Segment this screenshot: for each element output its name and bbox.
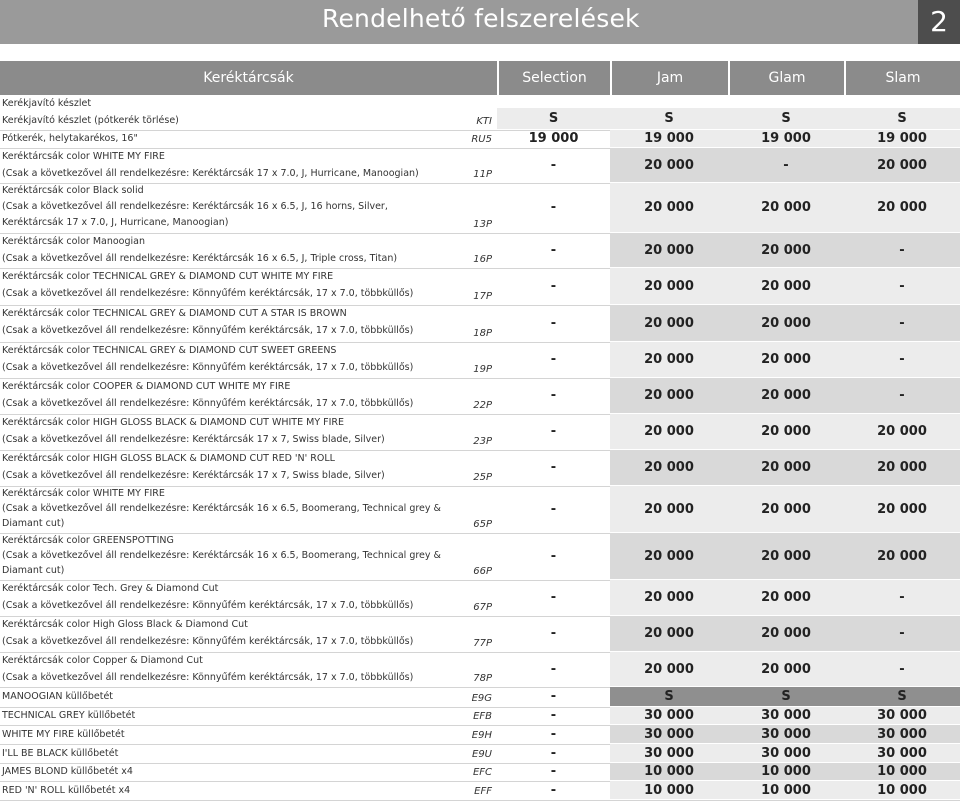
value-cell-jam: 30 000 [610,725,728,743]
value-cell-selection: - [550,708,557,723]
option-code: 25P [473,472,492,483]
table-row [0,183,960,234]
value-cell-jam: 20 000 [610,378,728,413]
row-description-line: Keréktárcsák color TECHNICAL GREY & DIAMOND CUT SWEET GREENS [2,345,337,356]
row-description-line: Diamant cut) [2,518,65,529]
value-cell-selection: - [550,352,557,367]
value-cell-glam: 30 000 [728,707,844,724]
value-cell-slam: 10 000 [844,781,960,799]
table-row [0,744,960,764]
row-description-line: (Csak a következővel áll rendelkezésre: Könnyűfém keréktárcsák, 17 x 7.0, többküllős) [2,672,414,683]
value-cell-jam: 20 000 [610,414,728,449]
row-description-line: Keréktárcsák color WHITE MY FIRE [2,151,165,162]
value-cell-glam: 20 000 [728,378,844,413]
value-cell-selection: - [550,661,557,677]
row-description-line: (Csak a következővel áll rendelkezésre: Könnyűfém keréktárcsák, 17 x 7.0, többküllős) [2,325,414,336]
row-description-line: Keréktárcsák color High Gloss Black & Diamond Cut [2,619,248,630]
value-cell-slam: - [844,268,960,304]
title-bar [0,0,960,44]
row-description-line: (Csak a következővel áll rendelkezésre: Keréktárcsák 16 x 6.5, J, 16 horns, Silver, [2,201,388,212]
table-header [0,61,960,95]
value-cell-slam: - [844,233,960,267]
value-cell-selection: - [550,501,557,517]
option-code: E9G [471,693,492,704]
row-description-line: Keréktárcsák color HIGH GLOSS BLACK & DIAMOND CUT WHITE MY FIRE [2,417,345,428]
value-cell-slam: 20 000 [844,183,960,232]
option-code: 11P [473,169,492,180]
row-description-line: WHITE MY FIRE küllőbetét [2,729,125,740]
value-cell-selection: - [550,200,557,215]
value-cell-jam: 20 000 [610,580,728,615]
value-cell-slam: 20 000 [844,486,960,532]
option-code: KTI [476,116,492,127]
option-code: 65P [473,519,492,530]
value-cell-slam: - [844,342,960,377]
value-cell-jam: 20 000 [610,305,728,341]
option-code: E9U [472,749,492,760]
value-cell-selection: - [550,242,557,258]
value-cell-slam: 10 000 [844,763,960,780]
value-cell-slam: 20 000 [844,450,960,485]
row-description-line: (Csak a következővel áll rendelkezésre: Keréktárcsák 17 x 7, Swiss blade, Silver) [2,434,385,445]
row-description-line: Keréktárcsák 17 x 7.0, J, Hurricane, Manoogian) [2,217,229,228]
table-row [0,616,960,653]
table-row [0,233,960,269]
value-cell-glam: 30 000 [728,725,844,743]
value-cell-selection: - [550,278,557,294]
option-code: 77P [473,638,492,649]
row-description-line: MANOOGIAN küllőbetét [2,691,114,702]
table-row [0,486,960,534]
table-row [0,725,960,745]
row-description-line: Kerékjavító készlet (pótkerék törlése) [2,115,179,126]
value-cell-jam: 10 000 [610,781,728,799]
value-cell-selection: S [497,108,610,129]
page-title: Rendelhető felszerelések [322,4,640,33]
value-cell-glam: - [728,148,844,182]
option-code: 16P [473,254,492,265]
value-cell-slam: 30 000 [844,744,960,762]
value-cell-glam: 20 000 [728,616,844,651]
value-cell-glam: 20 000 [728,450,844,485]
table-row [0,148,960,184]
row-description-line: Pótkerék, helytakarékos, 16" [2,133,138,144]
value-cell-selection: - [550,745,557,761]
value-cell-selection: - [550,626,557,641]
option-code: 23P [473,436,492,447]
value-cell-jam: 20 000 [610,616,728,651]
value-cell-selection: - [550,548,557,564]
row-description-line: Keréktárcsák color HIGH GLOSS BLACK & DIAMOND CUT RED 'N' ROLL [2,453,335,464]
option-code: 67P [473,602,492,613]
value-cell-jam: 19 000 [610,130,728,147]
table-row [0,652,960,688]
value-cell-selection: 19 000 [528,131,579,146]
option-code: EFB [473,711,492,722]
table-row [0,414,960,451]
table-row [0,450,960,487]
column-header-slam: Slam [844,61,960,95]
row-description-line: (Csak a következővel áll rendelkezésre: Keréktárcsák 16 x 6.5, Boomerang, Technical grey & [2,503,441,514]
row-description-line: (Csak a következővel áll rendelkezésre: Könnyűfém keréktárcsák, 17 x 7.0, többküllős) [2,600,414,611]
value-cell-slam: 19 000 [844,130,960,147]
value-cell-slam: 20 000 [844,414,960,449]
row-description-line: (Csak a következővel áll rendelkezésre: Könnyűfém keréktárcsák, 17 x 7.0, többküllős) [2,362,414,373]
value-cell-jam: 20 000 [610,183,728,232]
option-code: EFF [474,786,492,797]
value-cell-glam: 20 000 [728,233,844,267]
value-cell-glam: 20 000 [728,183,844,232]
row-description-line: Keréktárcsák color COOPER & DIAMOND CUT WHITE MY FIRE [2,381,291,392]
value-cell-glam: 20 000 [728,533,844,579]
value-cell-glam: 20 000 [728,268,844,304]
table-row [0,687,960,708]
value-cell-glam: 20 000 [728,414,844,449]
value-cell-glam: 20 000 [728,486,844,532]
value-cell-selection: - [550,726,557,742]
value-cell-slam: - [844,652,960,686]
value-cell-jam: 30 000 [610,707,728,724]
value-cell-selection: - [550,157,557,173]
row-description-line: Kerékjavító készlet [2,98,92,109]
table-row [0,268,960,306]
table-row [0,580,960,617]
value-cell-selection: - [550,689,557,704]
value-cell-jam: S [610,687,728,706]
value-cell-selection: - [550,460,557,475]
column-header-selection: Selection [497,61,610,95]
value-cell-jam: 20 000 [610,533,728,579]
value-cell-glam: 20 000 [728,342,844,377]
row-description-line: Keréktárcsák color TECHNICAL GREY & DIAMOND CUT A STAR IS BROWN [2,308,347,319]
table-row [0,342,960,379]
value-cell-selection: - [550,388,557,403]
value-cell-glam: 20 000 [728,652,844,686]
row-description-line: Diamant cut) [2,565,65,576]
row-description-line: JAMES BLOND küllőbetét x4 [2,766,133,777]
value-cell-selection: - [550,764,557,779]
row-description-line: TECHNICAL GREY küllőbetét [2,710,136,721]
value-cell-jam: 20 000 [610,450,728,485]
value-cell-jam: 20 000 [610,486,728,532]
value-cell-jam: S [610,108,728,129]
value-cell-selection: - [550,590,557,605]
value-cell-slam: - [844,580,960,615]
row-description-line: (Csak a következővel áll rendelkezésre: Könnyűfém keréktárcsák, 17 x 7.0, többküllős) [2,398,414,409]
value-cell-glam: 10 000 [728,781,844,799]
table-row [0,95,960,131]
value-cell-jam: 20 000 [610,268,728,304]
value-cell-glam: 19 000 [728,130,844,147]
value-cell-jam: 30 000 [610,744,728,762]
value-cell-selection: - [550,782,557,798]
option-code: E9H [471,730,492,741]
value-cell-jam: 10 000 [610,763,728,780]
row-description-line: Keréktárcsák color WHITE MY FIRE [2,488,165,499]
table-row [0,378,960,415]
column-header-jam: Jam [610,61,728,95]
value-cell-slam: S [844,108,960,129]
option-code: EFC [472,767,492,778]
row-description-line: (Csak a következővel áll rendelkezésre: Könnyűfém keréktárcsák, 17 x 7.0, többküllős) [2,636,414,647]
value-cell-slam: - [844,616,960,651]
row-description-line: (Csak a következővel áll rendelkezésre: Könnyűfém keréktárcsák, 17 x 7.0, többküllős) [2,288,414,299]
value-cell-jam: 20 000 [610,652,728,686]
row-description-line: Keréktárcsák color Copper & Diamond Cut [2,655,203,666]
row-description-line: Keréktárcsák color TECHNICAL GREY & DIAMOND CUT WHITE MY FIRE [2,271,334,282]
value-cell-slam: - [844,305,960,341]
option-code: 78P [473,673,492,684]
table-row [0,763,960,782]
value-cell-glam: S [728,108,844,129]
value-cell-slam: 20 000 [844,148,960,182]
value-cell-glam: 20 000 [728,305,844,341]
column-header-glam: Glam [728,61,844,95]
section-header: Keréktárcsák [203,70,294,86]
option-code: 17P [473,291,492,302]
row-description-line: (Csak a következővel áll rendelkezésre: Keréktárcsák 17 x 7.0, J, Hurricane, Manoogian) [2,168,419,179]
row-description-line: (Csak a következővel áll rendelkezésre: Keréktárcsák 17 x 7, Swiss blade, Silver) [2,470,385,481]
value-cell-slam: - [844,378,960,413]
table-row [0,130,960,149]
value-cell-slam: 30 000 [844,725,960,743]
row-description-line: RED 'N' ROLL küllőbetét x4 [2,785,131,796]
value-cell-glam: 30 000 [728,744,844,762]
page-number: 2 [918,0,960,44]
value-cell-selection: - [550,424,557,439]
row-description-line: (Csak a következővel áll rendelkezésre: Keréktárcsák 16 x 6.5, Boomerang, Technical grey & [2,550,441,561]
value-cell-slam: 20 000 [844,533,960,579]
option-code: 13P [473,219,492,230]
row-description-line: Keréktárcsák color Black solid [2,185,144,196]
option-code: 18P [473,328,492,339]
row-description-line: Keréktárcsák color Manoogian [2,236,145,247]
value-cell-glam: 10 000 [728,763,844,780]
option-code: 19P [473,364,492,375]
option-code: 66P [473,566,492,577]
value-cell-slam: 30 000 [844,707,960,724]
table-row [0,533,960,581]
row-description-line: I'LL BE BLACK küllőbetét [2,748,119,759]
table-row [0,781,960,801]
value-cell-slam: S [844,687,960,706]
value-cell-jam: 20 000 [610,148,728,182]
value-cell-glam: 20 000 [728,580,844,615]
table-row [0,305,960,343]
row-description-line: Keréktárcsák color Tech. Grey & Diamond Cut [2,583,219,594]
table-row [0,707,960,726]
value-cell-jam: 20 000 [610,342,728,377]
option-code: RU5 [471,134,492,145]
value-cell-selection: - [550,315,557,331]
option-code: 22P [473,400,492,411]
row-description-line: (Csak a következővel áll rendelkezésre: Keréktárcsák 16 x 6.5, J, Triple cross, Titan) [2,253,398,264]
row-description-line: Keréktárcsák color GREENSPOTTING [2,535,174,546]
value-cell-jam: 20 000 [610,233,728,267]
value-cell-glam: S [728,687,844,706]
